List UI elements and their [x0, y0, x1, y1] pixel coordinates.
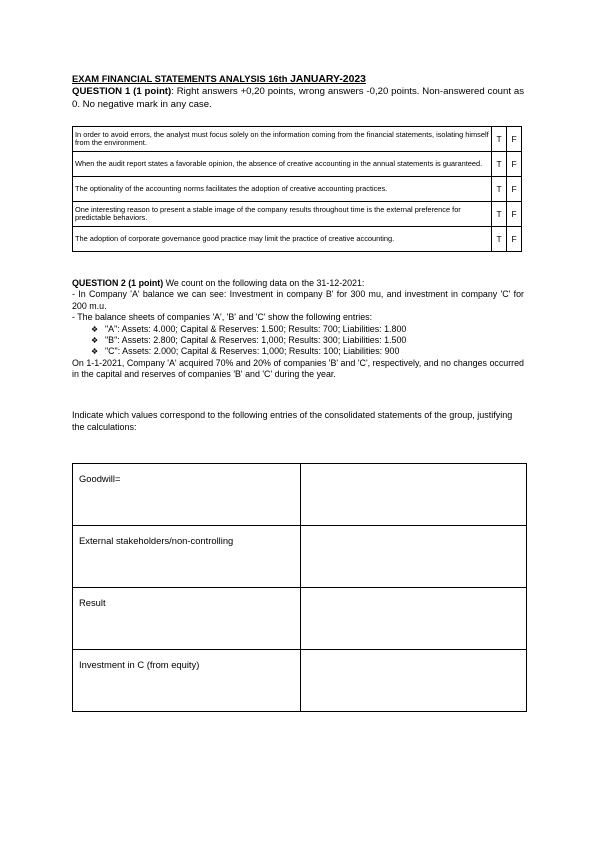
question2-intro	[72, 278, 524, 289]
statement: One interesting reason to present a stable image of the company results throughout time is the external preference for predictable behaviors.	[73, 202, 492, 227]
table-row	[73, 127, 522, 152]
question2-line2: - The balance sheets of companies 'A', 'B' and 'C' show the following entries:	[72, 312, 373, 323]
answer-label: Investment in C (from equity)	[73, 650, 301, 712]
question1-instructions	[72, 86, 524, 111]
table-row	[73, 650, 527, 712]
false-option[interactable]: F	[507, 177, 522, 202]
table-row	[73, 526, 527, 588]
true-option[interactable]: T	[492, 127, 507, 152]
question2-date-text: We count on the following data on the 31-12-2021:	[163, 278, 365, 288]
answer-field[interactable]	[301, 526, 527, 588]
false-option[interactable]: F	[507, 227, 522, 252]
true-false-table	[72, 126, 522, 252]
question1-scoring: : Right answers +0,20 points, wrong answers -0,20 points. Non-answered count as 0. No negative mark in any case.	[72, 86, 524, 110]
table-row	[73, 588, 527, 650]
list-item	[91, 324, 524, 335]
title-date: JANUARY-2023	[290, 74, 366, 85]
list-item	[91, 346, 524, 357]
answer-label: Goodwill=	[73, 464, 301, 526]
answer-field[interactable]	[301, 464, 527, 526]
table-row	[73, 152, 522, 177]
statement: The adoption of corporate governance good practice may limit the practice of creative accounting.	[73, 227, 492, 252]
question2-instruction: Indicate which values correspond to the following entries of the consolidated statements of the group, justifying the calculations:	[72, 410, 513, 433]
true-option[interactable]: T	[492, 152, 507, 177]
diamond-bullet-icon: ❖	[91, 347, 99, 357]
question2-line1: - In Company 'A' balance we can see: Investment in company B' for 300 mu, and investment in company 'C' for 200 m.u.	[72, 289, 524, 311]
true-option[interactable]: T	[492, 202, 507, 227]
answer-label: Result	[73, 588, 301, 650]
question2	[72, 278, 524, 381]
table-row	[73, 177, 522, 202]
company-b-entry: "B": Assets: 2.800; Capital & Reserves: 1,000; Results: 300; Liabilities: 1.500	[105, 335, 407, 346]
company-list	[72, 324, 524, 358]
false-option[interactable]: F	[507, 202, 522, 227]
exam-title	[72, 73, 366, 85]
table-row	[73, 227, 522, 252]
statement: In order to avoid errors, the analyst must focus solely on the information coming from the financial statements, isolating himself from the environment.	[73, 127, 492, 152]
diamond-bullet-icon: ❖	[91, 336, 99, 346]
acquisition-text: On 1-1-2021, Company 'A' acquired 70% and 20% of companies 'B' and 'C', respectively, and no changes occurred in the capital and reserves of companies 'B' and 'C' during the year.	[72, 357, 524, 380]
table-row	[73, 202, 522, 227]
false-option[interactable]: F	[507, 127, 522, 152]
list-item	[91, 335, 524, 346]
company-a-entry: "A": Assets: 4.000; Capital & Reserves: 1.500; Results: 700; Liabilities: 1.800	[105, 323, 407, 334]
false-option[interactable]: F	[507, 152, 522, 177]
question1-heading: QUESTION 1 (1 point)	[72, 86, 172, 97]
statement: The optionality of the accounting norms facilitates the adoption of creative accounting practices.	[73, 177, 492, 202]
table-row	[73, 464, 527, 526]
answer-label: External stakeholders/non-controlling	[73, 526, 301, 588]
answer-table	[72, 463, 527, 712]
title-main: EXAM FINANCIAL STATEMENTS ANALYSIS 16th	[72, 73, 291, 84]
answer-field[interactable]	[301, 650, 527, 712]
true-option[interactable]: T	[492, 177, 507, 202]
diamond-bullet-icon: ❖	[91, 324, 99, 334]
question2-heading: QUESTION 2 (1 point)	[72, 278, 164, 288]
company-c-entry: "C": Assets: 2.000; Capital & Reserves: 1,000; Results: 100; Liabilities: 900	[105, 346, 400, 357]
true-option[interactable]: T	[492, 227, 507, 252]
statement: When the audit report states a favorable opinion, the absence of creative accounting in the annual statements is guaranteed.	[73, 152, 492, 177]
answer-field[interactable]	[301, 588, 527, 650]
